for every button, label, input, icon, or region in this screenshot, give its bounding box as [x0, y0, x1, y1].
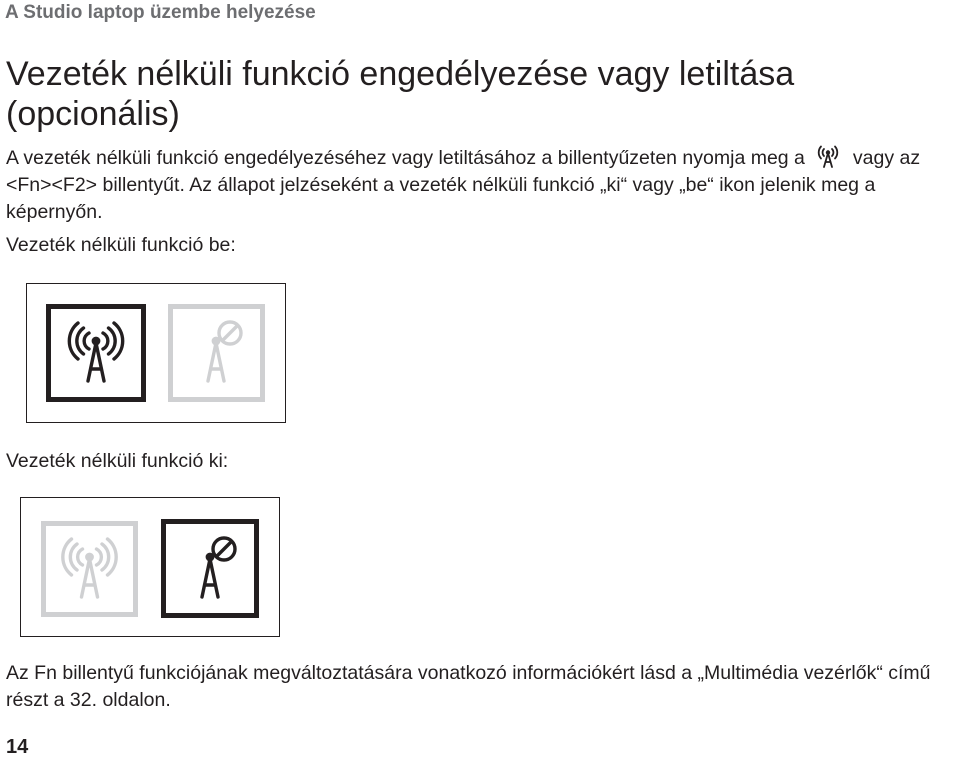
intro-paragraph: [6, 144, 956, 226]
wireless-enabled-icon: [46, 526, 133, 612]
caption-wireless-on: Vezeték nélküli funkció be:: [6, 234, 236, 256]
wireless-antenna-icon: [813, 144, 843, 168]
wireless-enabled-icon: [51, 309, 141, 397]
intro-text-after-icon: vagy az <Fn><F2> billentyűt. Az állapot jelzéseként a vezeték nélküli funkció „ki“ vagy „be“ ikon jelenik meg a képernyőn.: [6, 147, 921, 223]
fn-key-info-paragraph: Az Fn billentyű funkciójának megváltoztatására vonatkozó információkért lásd a „Multimédia vezérlők“ című részt a 32. oldalon.: [6, 662, 931, 711]
intro-text-before-icon: A vezeték nélküli funkció engedélyezéséhez vagy letiltásához a billentyűzeten nyomja meg a: [6, 147, 805, 169]
wireless-disabled-icon: [173, 309, 260, 397]
figure-wireless-off: [20, 497, 280, 637]
tile-wireless-disabled-inactive: [168, 304, 265, 402]
tile-wireless-disabled-active: [161, 519, 259, 618]
section-heading: Vezeték nélküli funkció engedélyezése vagy letiltása (opcionális): [6, 55, 795, 133]
tile-wireless-enabled-active: [46, 304, 146, 402]
figure-wireless-on: [26, 283, 286, 423]
caption-wireless-off: Vezeték nélküli funkció ki:: [6, 450, 229, 472]
wireless-disabled-icon: [166, 524, 254, 613]
tile-wireless-enabled-inactive: [41, 521, 138, 617]
running-head: A Studio laptop üzembe helyezése: [5, 2, 316, 23]
page-number: 14: [6, 736, 29, 758]
